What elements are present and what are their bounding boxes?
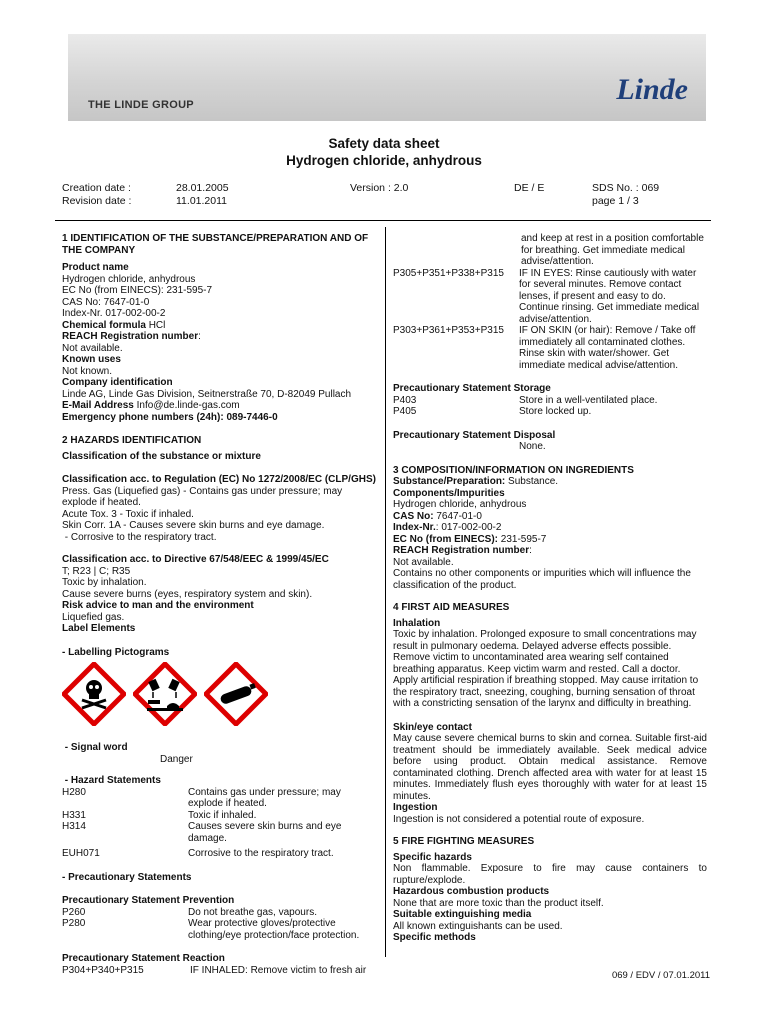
known-uses-label: Known uses <box>62 354 121 365</box>
signal-word: Danger <box>160 753 193 765</box>
product-name-label: Product name <box>62 262 129 273</box>
reaction-code: P303+P361+P353+P315 <box>393 325 504 336</box>
skin-eye-label: Skin/eye contact <box>393 721 472 733</box>
section-4-title: 4 FIRST AID MEASURES <box>393 602 510 613</box>
clp-line: Skin Corr. 1A - Causes severe skin burns and eye damage. <box>62 520 325 531</box>
reaction-row <box>393 268 707 326</box>
emergency-number: 089-7446-0 <box>226 411 278 423</box>
hazard-code: H280 <box>62 786 86 798</box>
precautionary-label: - Precautionary Statements <box>62 871 192 883</box>
storage-text: Store locked up. <box>519 406 592 417</box>
cas-number: CAS No: 7647-01-0 <box>62 296 150 308</box>
prevention-code: P280 <box>62 918 86 929</box>
reach-label: REACH Registration number <box>62 331 199 342</box>
prevention-label: Precautionary Statement Prevention <box>62 895 235 906</box>
signal-word-label: - Signal word <box>62 742 128 753</box>
revision-value: 11.01.2011 <box>176 195 227 207</box>
extinguishing-label: Suitable extinguishing media <box>393 909 532 920</box>
storage-code: P403 <box>393 394 417 406</box>
directive-label: Classification acc. to Directive 67/548/EEC & 1999/45/EC <box>62 554 329 565</box>
storage-code: P405 <box>393 406 417 417</box>
substance-label: Substance/Preparation: <box>393 476 509 487</box>
clp-line: Acute Tox. 3 - Toxic if inhaled. <box>62 508 194 520</box>
inhalation-label: Inhalation <box>393 617 441 629</box>
creation-value: 28.01.2005 <box>176 182 229 194</box>
specific-hazards-text: Non flammable. Exposure to fire may cause containers to rupture/explode. <box>393 863 707 886</box>
section-3-title: 3 COMPOSITION/INFORMATION ON INGREDIENTS <box>393 464 634 476</box>
email-value[interactable]: Info@de.linde-gas.com <box>136 400 240 411</box>
chemical-formula-label: Chemical formula <box>62 319 149 331</box>
group-name: THE LINDE GROUP <box>88 99 194 111</box>
revision-label: Revision date : <box>62 195 132 207</box>
footer-reference: 069 / EDV / 07.01.2011 <box>611 970 710 981</box>
reach-label: REACH Registration number <box>393 545 530 556</box>
product-name: Hydrogen chloride, anhydrous <box>62 273 196 285</box>
ec-value: 231-595-7 <box>500 533 547 545</box>
emergency-label: Emergency phone numbers (24h): <box>62 411 227 423</box>
cas-value: 7647-01-0 <box>436 510 482 522</box>
skull-pictogram-icon <box>62 662 126 726</box>
directive-line: Toxic by inhalation. <box>62 577 147 588</box>
clp-label: Classification acc. to Regulation (EC) No 1272/2008/EC (CLP/GHS) <box>62 474 376 485</box>
sds-number: SDS No. : 069 <box>592 182 660 194</box>
reaction-text: IF IN EYES: Rinse cautiously with water for several minutes. Remove contact lenses, if present and easy to do. Continue rinsing. Get immediate medical advise/attention. <box>519 267 700 325</box>
reach-value: Not available. <box>393 556 454 568</box>
header-banner <box>68 34 706 121</box>
ingestion-text: Ingestion is not considered a potential route of exposure. <box>393 813 645 825</box>
reaction-row <box>62 965 378 977</box>
doc-subtitle: Hydrogen chloride, anhydrous <box>286 153 482 168</box>
reaction-code: P304+P340+P315 <box>62 964 144 976</box>
language: DE / E <box>514 182 545 194</box>
right-column <box>393 233 707 944</box>
extinguishing-text: All known extinguishants can be used. <box>393 920 563 932</box>
reach-colon: : <box>529 545 532 556</box>
index-value: : 017-002-00-2 <box>435 522 502 533</box>
storage-text: Store in a well-ventilated place. <box>519 394 658 406</box>
prevention-text: Wear protective gloves/protective clothing/eye protection/face protection. <box>188 918 360 941</box>
components-value: Hydrogen chloride, anhydrous <box>393 499 527 510</box>
label-elements: Label Elements <box>62 623 136 634</box>
prevention-text: Do not breathe gas, vapours. <box>188 906 317 918</box>
column-divider <box>385 227 386 957</box>
hazard-statements-label: - Hazard Statements <box>62 775 161 786</box>
disposal-value: None. <box>519 441 546 452</box>
creation-label: Creation date : <box>62 182 131 194</box>
risk-value: Liquefied gas. <box>62 611 125 623</box>
combustion-label: Hazardous combustion products <box>393 886 550 897</box>
reach-value: Not available. <box>62 342 123 354</box>
inhalation-text: Toxic by inhalation. Prolonged exposure to small concentrations may result in pulmonary oedema. Delayed adverse effects possible. Remove victim to uncontaminated area wearing self contained breathing apparatus. Keep victim warm and rested. Call a doctor. Apply artificial respiration if breathing stopped. May cause irritation to the respiratory tract, sneezing, coughing, burning sensation of throat with a constricting sensation of the larynx and difficulty in breathing. <box>393 629 699 709</box>
linde-logo: Linde <box>616 73 688 106</box>
ec-label: EC No (from EINECS): <box>393 533 501 545</box>
cas-label: CAS No: <box>393 510 437 522</box>
section-1-title: 1 IDENTIFICATION OF THE SUBSTANCE/PREPARATION AND OF THE COMPANY <box>62 233 369 256</box>
disposal-label: Precautionary Statement Disposal <box>393 429 556 441</box>
clp-line: - Corrosive to the respiratory tract. <box>62 531 217 543</box>
version: Version : 2.0 <box>350 182 409 194</box>
no-other-components: Contains no other components or impurities which will influence the classification of the product. <box>393 568 691 591</box>
hazard-row <box>62 821 378 844</box>
ingestion-label: Ingestion <box>393 802 438 813</box>
index-label: Index-Nr. <box>393 522 436 533</box>
section-5-title: 5 FIRE FIGHTING MEASURES <box>393 836 535 847</box>
hazard-code: H331 <box>62 809 86 821</box>
storage-row <box>393 395 707 407</box>
hazard-row <box>62 848 378 860</box>
storage-row <box>393 406 707 418</box>
classification-label: Classification of the substance or mixture <box>62 450 261 462</box>
reaction-text: IF ON SKIN (or hair): Remove / Take off immediately all contaminated clothes. Rinse skin with water/shower. Get immediate medical advise/attention. <box>519 325 696 371</box>
clp-line: Press. Gas (Liquefied gas) - Contains gas under pressure; may explode if heated. <box>62 485 343 508</box>
index-number: Index-Nr. 017-002-00-2 <box>62 308 166 319</box>
hazard-code: EUH071 <box>62 848 100 859</box>
reaction-continuation: and keep at rest in a position comfortable for breathing. Get immediate medical advise/attention. <box>521 233 704 267</box>
skin-eye-text: May cause severe chemical burns to skin and cornea. Suitable first-aid treatment should be immediately available. Seek medical advice before using product. Obtain medical assistance. Remove contaminated clothing. Drench affected area with water for at least 15 minutes. Immediately flush eyes thoroughly with water for at least 15 minutes. <box>393 733 707 802</box>
hazard-text: Corrosive to the respiratory tract. <box>188 848 334 859</box>
section-2-title: 2 HAZARDS IDENTIFICATION <box>62 435 202 446</box>
specific-hazards-label: Specific hazards <box>393 851 472 863</box>
hazard-row <box>62 787 378 810</box>
reach-colon: : <box>198 331 201 342</box>
substance-value: Substance. <box>508 476 559 487</box>
prevention-code: P260 <box>62 906 86 918</box>
reaction-code: P305+P351+P338+P315 <box>393 267 504 279</box>
directive-line: Cause severe burns (eyes, respiratory system and skin). <box>62 588 313 600</box>
storage-label: Precautionary Statement Storage <box>393 383 551 394</box>
known-uses: Not known. <box>62 365 113 377</box>
hazard-text: Causes severe skin burns and eye damage. <box>188 821 342 844</box>
risk-label: Risk advice to man and the environment <box>62 600 254 611</box>
header-divider <box>55 220 711 221</box>
specific-methods-label: Specific methods <box>393 932 476 943</box>
pictogram-row <box>62 662 378 728</box>
ec-number: EC No (from EINECS): 231-595-7 <box>62 285 213 296</box>
company-label: Company identification <box>62 377 173 388</box>
page-number: page 1 / 3 <box>592 195 639 207</box>
doc-title: Safety data sheet <box>328 136 440 151</box>
hazard-code: H314 <box>62 821 86 832</box>
company-address: Linde AG, Linde Gas Division, Seitnerstraße 70, D-82049 Pullach <box>62 388 352 400</box>
email-label: E-Mail Address <box>62 400 137 411</box>
pictograms-label: - Labelling Pictograms <box>62 646 170 658</box>
gas-cylinder-pictogram-icon <box>204 662 268 726</box>
prevention-row <box>62 907 378 919</box>
left-column <box>62 233 378 976</box>
directive-line: T; R23 | C; R35 <box>62 565 131 577</box>
components-label: Components/Impurities <box>393 487 505 499</box>
hazard-text: Contains gas under pressure; may explode if heated. <box>188 786 341 809</box>
combustion-text: None that are more toxic than the product itself. <box>393 897 604 909</box>
hazard-row <box>62 810 378 822</box>
hazard-text: Toxic if inhaled. <box>188 809 257 821</box>
reaction-label: Precautionary Statement Reaction <box>62 953 225 964</box>
corrosion-pictogram-icon <box>133 662 197 726</box>
prevention-row <box>62 918 378 941</box>
reaction-text: IF INHALED: Remove victim to fresh air <box>190 964 367 976</box>
chemical-formula: HCl <box>148 319 166 331</box>
reaction-row <box>393 325 707 371</box>
